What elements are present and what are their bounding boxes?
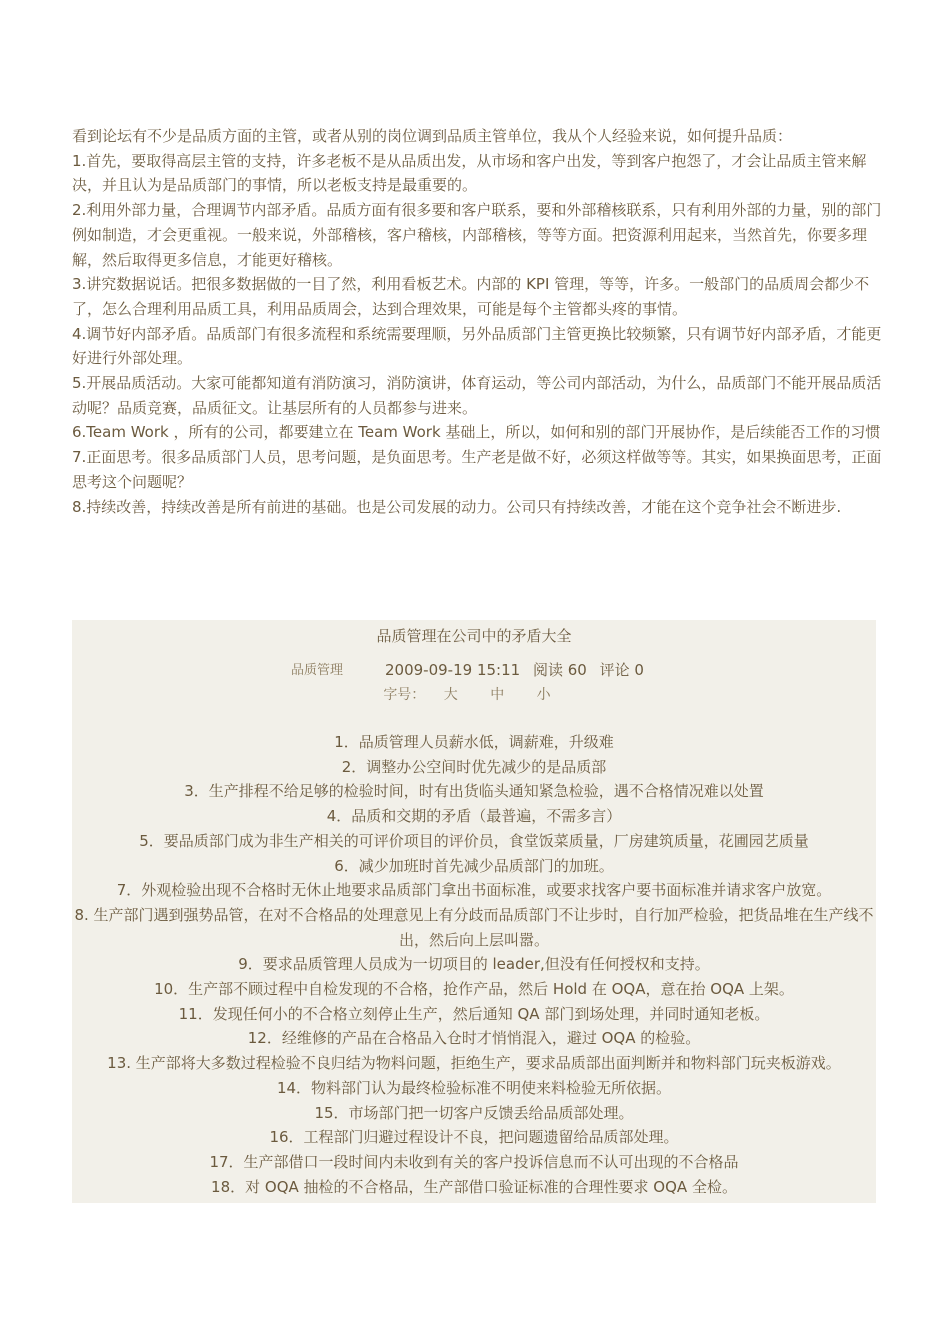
list-item: 13. 生产部将大多数过程检验不良归结为物料问题，拒绝生产，要求品质部出面判断并和物料部门玩夹板游戏。 [107, 1054, 841, 1073]
list-item: 4．品质和交期的矛盾（最普遍，不需多言） [326, 807, 622, 826]
article-datetime: 2009-09-19 15:11 [385, 661, 521, 679]
font-size-small-link[interactable]: 小 [536, 687, 551, 703]
intro-paragraph: 6.Team Work ，所有的公司，都要建立在 Team Work 基础上，所以，如何和别的部门开展协作，是后续能否工作的习惯 [72, 423, 881, 442]
list-item: 3．生产排程不给足够的检验时间，时有出货临头通知紧急检验，遇不合格情况难以处置 [184, 782, 764, 801]
font-size-label: 字号： [383, 687, 426, 703]
font-size-selector [72, 683, 876, 707]
article-title: 品质管理在公司中的矛盾大全 [376, 627, 572, 645]
intro-text [72, 124, 884, 519]
article-panel [72, 620, 876, 1203]
list-item: 18．对 OQA 抽检的不合格品，生产部借口验证标准的合理性要求 OQA 全检。 [211, 1177, 737, 1196]
list-item: 10．生产部不顾过程中自检发现的不合格，抢作产品，然后 Hold 在 OQA，意在抬 OQA 上架。 [154, 980, 794, 999]
intro-paragraph: 5.开展品质活动。大家可能都知道有消防演习，消防演讲，体育运动，等公司内部活动，为什么，品质部门不能开展品质活动呢？品质竞赛，品质征文。让基层所有的人员都参与进来。 [72, 374, 882, 417]
list-item: 7．外观检验出现不合格时无休止地要求品质部门拿出书面标准，或要求找客户要书面标准并请求客户放宽。 [116, 881, 832, 900]
intro-paragraph: 4.调节好内部矛盾。品质部门有很多流程和系统需要理顺，另外品质部门主管更换比较频繁，只有调节好内部矛盾，才能更好进行外部处理。 [72, 324, 882, 368]
list-item: 12．经维修的产品在合格品入仓时才悄悄混入，避过 OQA 的检验。 [247, 1029, 701, 1048]
list-item: 11．发现任何小的不合格立刻停止生产，然后通知 QA 部门到场处理，并同时通知老板。 [178, 1004, 770, 1023]
article-category-link[interactable]: 品质管理 [291, 663, 344, 678]
font-size-medium-link[interactable]: 中 [490, 687, 505, 703]
article-read-count: 阅读 60 [532, 661, 587, 679]
intro-paragraph: 1.首先，要取得高层主管的支持，许多老板不是从品质出发，从市场和客户出发，等到客户抱怨了，才会让品质主管来解决，并且认为是品质部门的事情，所以老板支持是最重要的。 [72, 151, 867, 195]
font-size-large-link[interactable]: 大 [443, 687, 458, 703]
conflict-list [72, 730, 876, 1199]
list-item: 2．调整办公空间时优先减少的是品质部 [341, 757, 607, 776]
article-comment-count[interactable]: 评论 0 [599, 661, 644, 679]
intro-paragraph: 2.利用外部力量，合理调节内部矛盾。品质方面有很多要和客户联系，要和外部稽核联系，只有利用外部的力量，别的部门例如制造，才会更重视。一般来说，外部稽核，客户稽核，内部稽核，等等方面。把资源利用起来，当然首先，你要多理解，然后取得更多信息，才能更好稽核。 [72, 201, 882, 269]
intro-paragraph: 7.正面思考。很多品质部门人员，思考问题，是负面思考。生产老是做不好，必须这样做等等。其实，如果换面思考，正面思考这个问题呢？ [72, 448, 882, 491]
list-item: 8. 生产部门遇到强势品管，在对不合格品的处理意见上有分歧而品质部门不让步时，自行加严检验，把货品堆在生产线不出，然后向上层叫嚣。 [74, 905, 874, 949]
intro-paragraph: 3.讲究数据说话。把很多数据做的一目了然，利用看板艺术。内部的 KPI 管理，等等，许多。一般部门的品质周会都少不了，怎么合理利用品质工具，利用品质周会，达到合理效果，可能是每个主管都头疼的事情。 [72, 275, 870, 318]
list-item: 16．工程部门归避过程设计不良，把问题遗留给品质部处理。 [269, 1128, 679, 1147]
article-stats [385, 658, 652, 682]
list-item: 17．生产部借口一段时间内未收到有关的客户投诉信息而不认可出现的不合格品 [209, 1152, 739, 1171]
list-item: 15．市场部门把一切客户反馈丢给品质部处理。 [314, 1103, 634, 1122]
intro-paragraph: 看到论坛有不少是品质方面的主管，或者从别的岗位调到品质主管单位，我从个人经验来说，如何提升品质： [72, 127, 793, 145]
list-item: 5．要品质部门成为非生产相关的可评价项目的评价员，食堂饭菜质量，厂房建筑质量，花圃园艺质量 [139, 831, 809, 850]
list-item: 6．减少加班时首先减少品质部门的加班。 [334, 856, 614, 875]
list-item: 9．要求品质管理人员成为一切项目的 leader,但没有任何授权和支持。 [238, 955, 710, 974]
list-item: 1．品质管理人员薪水低，调薪难，升级难 [334, 733, 614, 751]
intro-paragraph: 8.持续改善，持续改善是所有前进的基础。也是公司发展的动力。公司只有持续改善，才能在这个竞争社会不断进步. [72, 497, 842, 516]
article-meta [72, 658, 876, 682]
list-item: 14．物料部门认为最终检验标准不明使来料检验无所依据。 [276, 1078, 672, 1097]
